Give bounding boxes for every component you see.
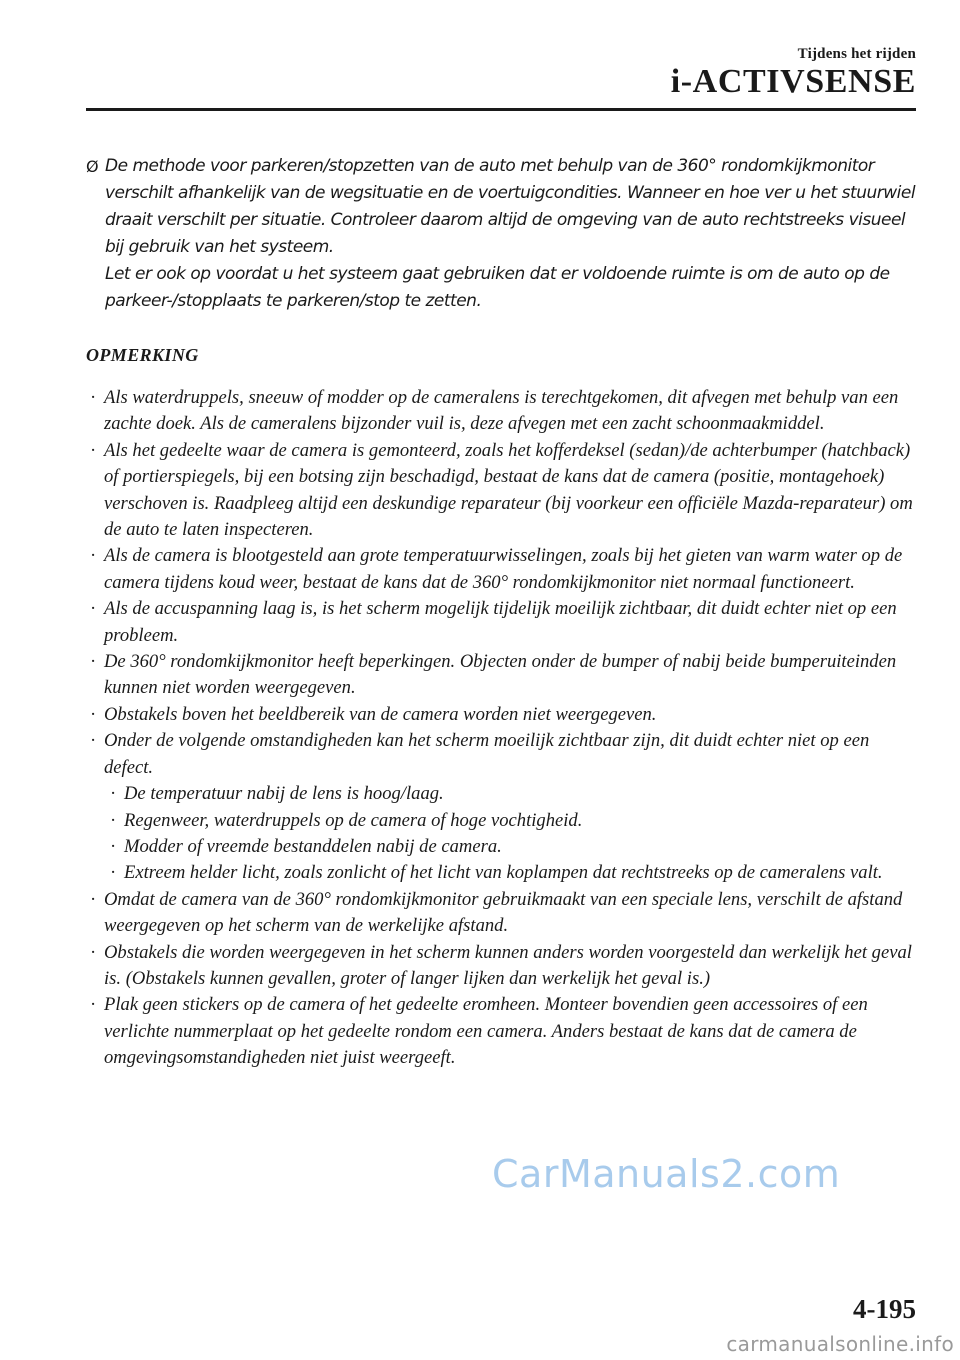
note-item xyxy=(86,438,918,544)
bullet-icon: · xyxy=(90,888,97,910)
watermark-logo: CarManuals2.com xyxy=(492,1152,841,1196)
sub-note-item xyxy=(86,860,918,886)
bullet-icon: · xyxy=(110,809,117,831)
sub-note-item-text: De temperatuur nabij de lens is hoog/laag. xyxy=(124,783,444,805)
note-item-text: Onder de volgende omstandigheden kan het scherm moeilijk zichtbaar zijn, dit duidt echter niet op een defect. xyxy=(104,730,870,778)
note-item-text: Als het gedeelte waar de camera is gemonteerd, zoals het kofferdeksel (sedan)/de achterbumper (hatchback) of portierspiegels, bij een botsing zijn beschadigd, bestaat de kans dat de camera (positie, montagehoek) verschoven is. Raadpleeg altijd een deskundige reparateur (bij voorkeur een officiële Mazda-reparateur) om de auto te laten inspecteren. xyxy=(104,439,913,541)
note-item xyxy=(86,649,918,702)
note-item xyxy=(86,702,918,728)
bullet-icon: · xyxy=(110,862,117,884)
sub-note-item-text: Extreem helder licht, zoals zonlicht of het licht van koplampen dat rechtstreeks op de cameralens valt. xyxy=(124,862,883,884)
note-item-text: De 360° rondomkijkmonitor heeft beperkingen. Objecten onder de bumper of nabij beide bumperuiteinden kunnen niet worden weergegeven. xyxy=(104,651,897,699)
note-item xyxy=(86,992,918,1071)
note-item-text: Plak geen stickers op de camera of het gedeelte eromheen. Monteer bovendien geen accessoires of een verlichte nummerplaat op het gedeelte rondom een camera. Anders bestaat de kans dat de camera de omgevingsomstandigheden niet juist weergeeft. xyxy=(104,994,868,1069)
sub-note-item xyxy=(86,781,918,807)
sub-note-item xyxy=(86,834,918,860)
bullet-icon: · xyxy=(110,783,117,805)
bullet-icon: · xyxy=(90,545,97,567)
caution-text-2: Let er ook op voordat u het systeem gaat gebruiken dat er voldoende ruimte is om de auto op de parkeer-/stopplaats te parkeren/stop te zetten. xyxy=(105,264,890,311)
note-item xyxy=(86,385,918,438)
page-title: i-ACTIVSENSE xyxy=(670,63,916,100)
arrow-icon: Ø xyxy=(86,157,99,176)
bullet-icon: · xyxy=(110,835,117,857)
header-rule xyxy=(86,108,916,111)
bullet-icon: · xyxy=(90,730,97,752)
note-heading: OPMERKING xyxy=(86,345,199,365)
page-number: 4-195 xyxy=(853,1294,916,1324)
bullet-icon: · xyxy=(90,651,97,673)
sub-note-item-text: Modder of vreemde bestanddelen nabij de camera. xyxy=(124,835,502,857)
bullet-icon: · xyxy=(90,941,97,963)
note-item xyxy=(86,596,918,649)
caution-text: De methode voor parkeren/stopzetten van de auto met behulp van de 360° rondomkijkmonitor verschilt afhankelijk van de wegsituatie en de voertuigcondities. Wanneer en hoe ver u het stuurwiel draait verschilt per situatie. Controleer daarom altijd de omgeving van de auto rechtstreeks visueel bij gebruik van het systeem. xyxy=(105,156,916,257)
sub-note-item-text: Regenweer, waterdruppels op de camera of hoge vochtigheid. xyxy=(124,809,583,831)
note-list xyxy=(86,385,918,1072)
section-label: Tijdens het rijden xyxy=(797,46,916,62)
bullet-icon: · xyxy=(90,703,97,725)
bullet-icon: · xyxy=(90,994,97,1016)
note-item xyxy=(86,940,918,993)
sub-note-item xyxy=(86,808,918,834)
site-footer-link[interactable]: carmanualsonline.info xyxy=(726,1332,954,1356)
note-item xyxy=(86,728,918,781)
note-item-text: Als de accuspanning laag is, is het scherm mogelijk tijdelijk moeilijk zichtbaar, dit duidt echter niet op een probleem. xyxy=(104,598,897,646)
note-item xyxy=(86,887,918,940)
note-item xyxy=(86,543,918,596)
note-item-text: Obstakels die worden weergegeven in het scherm kunnen anders worden voorgesteld dan werkelijk het geval is. (Obstakels kunnen gevallen, groter of langer lijken dan werkelijk het geval is.) xyxy=(104,941,912,989)
note-item-text: Als waterdruppels, sneeuw of modder op de cameralens is terechtgekomen, dit afvegen met behulp van een zachte doek. Als de cameralens bijzonder vuil is, deze afvegen met een zacht schoonmaakmiddel. xyxy=(104,387,899,435)
note-item-text: Obstakels boven het beeldbereik van de camera worden niet weergegeven. xyxy=(104,703,657,725)
bullet-icon: · xyxy=(90,387,97,408)
bullet-icon: · xyxy=(90,439,97,461)
note-item-text: Als de camera is blootgesteld aan grote temperatuurwisselingen, zoals bij het gieten van warm water op de camera tijdens koud weer, bestaat de kans dat de 360° rondomkijkmonitor niet normaal functioneert. xyxy=(104,545,903,593)
bullet-icon: · xyxy=(90,598,97,620)
caution-block xyxy=(86,153,918,315)
note-item-text: Omdat de camera van de 360° rondomkijkmonitor gebruikmaakt van een speciale lens, verschilt de afstand weergegeven op het scherm van de werkelijke afstand. xyxy=(104,888,903,937)
